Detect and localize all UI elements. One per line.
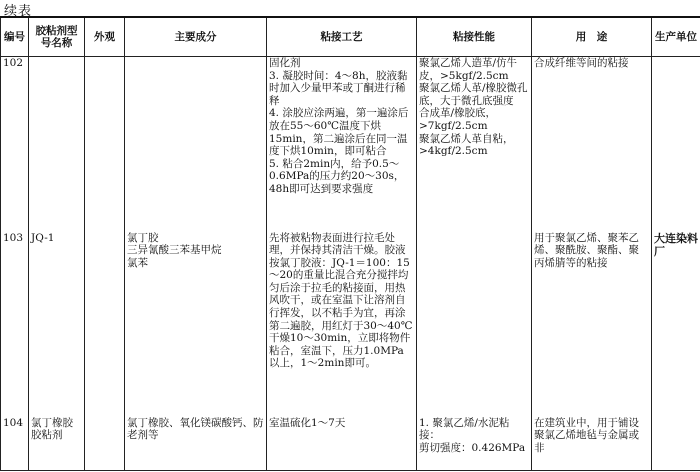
- cell-appearance: [85, 232, 125, 417]
- page-title: 续表: [4, 4, 33, 19]
- process-line: 固化剂: [269, 57, 301, 69]
- cell-process: [267, 57, 417, 232]
- process-line: 先将被粘物表面进行拉毛处理，并保持其清洁干燥。胶液按氯丁胶液：JQ-1＝100：15～20的重量比混合充分搅拌均匀后涂于拉毛的粘接面，用热风吹干，或在室温下让溶剂自行挥发，以不粘手为宜，再涂第二遍胶，用红灯于30～40℃干燥10～30min，立即将物件粘合，室温下，压力1.0MPa以上，1～2min即可。: [269, 231, 413, 370]
- header-performance: 粘接性能: [417, 17, 532, 57]
- process-line: 4. 涂胶应涂两遍，第一遍涂后放在55～60℃温度下烘15min，第二遍涂后在同一温度下烘10min，即可粘合: [269, 107, 409, 158]
- cell-producer: 大连染料厂: [652, 232, 700, 417]
- cell-appearance: [85, 417, 125, 471]
- cell-no: 104: [1, 417, 29, 471]
- performance-line: 聚氯乙烯人革自粘，>4kgf/2.5cm: [419, 132, 514, 158]
- process-line: 5. 粘合2min内，给予0.5～0.6MPa的压力约20～30s，48h即可达到要求强度: [269, 157, 405, 195]
- header-use: 用 途: [532, 17, 652, 57]
- performance-line: 剪切强度：0.426MPa: [419, 441, 526, 454]
- performance-line: 聚氯乙烯人革/橡胶微孔底，大于微孔底强度: [419, 82, 528, 107]
- table-row-102: [1, 57, 700, 232]
- performance-line: 聚氯乙烯人造革/仿牛皮，>5kgf/2.5cm: [419, 57, 518, 82]
- header-no: 编号: [1, 17, 29, 57]
- cell-name: [29, 57, 85, 232]
- header-name: 胶粘剂型号名称: [29, 17, 85, 57]
- cell-name: JQ-1: [29, 232, 85, 417]
- cell-producer: [652, 417, 700, 471]
- cell-performance: [417, 57, 532, 232]
- cell-composition: [125, 57, 267, 232]
- table-row-104: [1, 417, 700, 471]
- spec-table: [0, 16, 700, 471]
- table-row-103: [1, 232, 700, 417]
- process-line: 3. 凝胶时间：4～8h，胶液黏时加入少量甲苯或丁酮进行稀释: [269, 69, 408, 107]
- cell-performance: [417, 232, 532, 417]
- cell-composition: 氯丁胶 三异氰酸三苯基甲烷 氯苯: [125, 232, 267, 417]
- cell-performance: [417, 417, 532, 471]
- header-process: 粘接工艺: [267, 17, 417, 57]
- performance-line: 合成革/橡胶底，>7kgf/2.5cm: [419, 107, 497, 132]
- cell-use: 用于聚氯乙烯、聚苯乙烯、聚酰胺、聚酯、聚丙烯腈等的粘接: [532, 232, 652, 417]
- performance-line: 1. 聚氯乙烯/水泥粘接：: [419, 416, 510, 442]
- cell-name: 氯丁橡胶胶粘剂: [29, 417, 85, 471]
- header-producer: 生产单位: [652, 17, 700, 57]
- header-composition: 主要成分: [125, 17, 267, 57]
- cell-process: [267, 417, 417, 471]
- header-appearance: 外观: [85, 17, 125, 57]
- cell-use: 合成纤维等间的粘接: [532, 57, 652, 232]
- cell-appearance: [85, 57, 125, 232]
- cell-use: 在建筑业中，用于铺设聚氯乙烯地毡与金属或非: [532, 417, 652, 471]
- cell-composition: 氯丁橡胶、氧化镁碳酸钙、防老剂等: [125, 417, 267, 471]
- cell-no: 103: [1, 232, 29, 417]
- header-row: [1, 17, 700, 57]
- cell-no: 102: [1, 57, 29, 232]
- cell-producer: [652, 57, 700, 232]
- cell-process: [267, 232, 417, 417]
- process-line: 室温硫化1～7天: [269, 416, 346, 429]
